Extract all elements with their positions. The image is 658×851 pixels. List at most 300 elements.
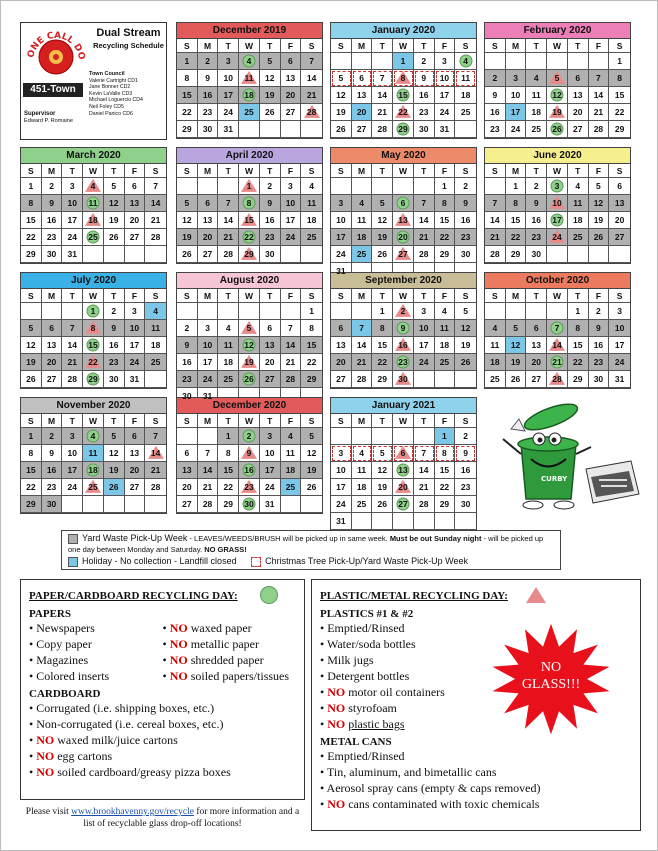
calendar-day bbox=[125, 462, 146, 479]
day-number: 11 bbox=[439, 323, 449, 333]
day-number: 2 bbox=[111, 306, 117, 316]
calendar-day bbox=[281, 195, 302, 212]
day-number: 30 bbox=[182, 391, 192, 401]
day-number: 24 bbox=[129, 357, 140, 367]
day-number: 29 bbox=[88, 374, 98, 384]
calendar-day bbox=[372, 371, 393, 388]
day-number: 27 bbox=[572, 124, 583, 134]
empty-day bbox=[526, 303, 547, 320]
calendar-day bbox=[42, 320, 63, 337]
calendar-day bbox=[372, 87, 393, 104]
calendar-day bbox=[260, 445, 281, 462]
not-accepted-item: • NO styrofoam bbox=[320, 701, 397, 715]
item-text: motor oil containers bbox=[348, 685, 445, 699]
calendar-day bbox=[239, 87, 260, 104]
calendar-day bbox=[42, 195, 63, 212]
calendar-day bbox=[260, 337, 281, 354]
day-number: 15 bbox=[26, 215, 36, 225]
day-number: 1 bbox=[379, 306, 385, 316]
calendar-day bbox=[83, 195, 104, 212]
day-number: 19 bbox=[377, 232, 388, 242]
calendar-day bbox=[414, 229, 435, 246]
calendar-day bbox=[393, 87, 414, 104]
calendar-day bbox=[42, 212, 63, 229]
weekday-header: M bbox=[352, 289, 373, 303]
day-number: 4 bbox=[492, 323, 498, 333]
day-number: 4 bbox=[225, 323, 231, 333]
calendar-day bbox=[83, 462, 104, 479]
calendar-day bbox=[589, 371, 610, 388]
calendar-day bbox=[455, 53, 476, 70]
calendar-day bbox=[331, 229, 352, 246]
day-number: 6 bbox=[132, 431, 137, 441]
calendar-day bbox=[414, 246, 435, 263]
empty-day bbox=[547, 246, 568, 263]
day-number: 24 bbox=[439, 107, 450, 117]
weekday-header: T bbox=[62, 164, 83, 178]
calendar-day bbox=[218, 104, 239, 121]
calendar-day bbox=[506, 104, 527, 121]
calendar-day bbox=[393, 462, 414, 479]
day-number: 2 bbox=[400, 306, 406, 316]
calendar-day bbox=[198, 195, 219, 212]
calendar-day bbox=[260, 246, 281, 263]
calendar-day bbox=[281, 212, 302, 229]
day-number: 6 bbox=[338, 323, 344, 333]
calendar-day bbox=[455, 303, 476, 320]
town-council bbox=[89, 71, 167, 117]
day-number: 2 bbox=[463, 431, 468, 441]
day-number: 16 bbox=[460, 215, 471, 225]
empty-day bbox=[145, 496, 166, 513]
day-number: 8 bbox=[442, 198, 447, 208]
council-member: Jane Bonner CD2 bbox=[89, 84, 131, 91]
weekday-header: W bbox=[83, 289, 104, 303]
calendar-day bbox=[125, 212, 146, 229]
no-label: NO bbox=[169, 637, 188, 652]
calendar-day bbox=[125, 195, 146, 212]
day-number: 21 bbox=[418, 232, 429, 242]
footer-pre: Please visit bbox=[25, 807, 72, 817]
calendar-day bbox=[435, 246, 456, 263]
day-number: 25 bbox=[356, 249, 367, 259]
day-number: 16 bbox=[593, 340, 604, 350]
no-label: NO bbox=[36, 765, 55, 780]
day-number: 22 bbox=[572, 357, 583, 367]
calendar-day bbox=[609, 320, 630, 337]
day-number: 3 bbox=[442, 56, 447, 66]
day-number: 18 bbox=[88, 215, 98, 225]
day-number: 2 bbox=[463, 181, 468, 191]
day-number: 9 bbox=[400, 323, 406, 333]
calendar-day bbox=[526, 229, 547, 246]
empty-day bbox=[125, 246, 146, 263]
calendar-day bbox=[526, 246, 547, 263]
calendar-day bbox=[104, 445, 125, 462]
day-number: 9 bbox=[49, 448, 54, 458]
calendar-day bbox=[331, 70, 352, 87]
day-number: 16 bbox=[531, 215, 542, 225]
weekday-header: T bbox=[372, 414, 393, 428]
month-title: March 2020 bbox=[21, 148, 166, 164]
holiday-label: Holiday - No collection - Landfill closed bbox=[82, 556, 237, 566]
calendar-day bbox=[62, 428, 83, 445]
calendar-day bbox=[218, 462, 239, 479]
calendar-day bbox=[331, 246, 352, 263]
legend-yard-waste bbox=[68, 533, 554, 555]
day-number: 10 bbox=[202, 340, 213, 350]
calendar-day bbox=[331, 496, 352, 513]
empty-day bbox=[352, 428, 373, 445]
calendar-day bbox=[239, 354, 260, 371]
day-number: 30 bbox=[108, 374, 119, 384]
day-number: 17 bbox=[67, 465, 78, 475]
calendar-day bbox=[218, 496, 239, 513]
day-number: 13 bbox=[285, 73, 296, 83]
weekday-header: F bbox=[281, 39, 302, 53]
month-title: June 2020 bbox=[485, 148, 630, 164]
calendar-month bbox=[176, 397, 323, 514]
day-number: 17 bbox=[285, 215, 296, 225]
calendar-day bbox=[352, 121, 373, 138]
calendar-day bbox=[414, 303, 435, 320]
weekday-header: F bbox=[125, 164, 146, 178]
calendar-day bbox=[435, 53, 456, 70]
day-number: 7 bbox=[359, 323, 364, 333]
calendar-day bbox=[414, 320, 435, 337]
day-number: 10 bbox=[223, 73, 234, 83]
calendar-day bbox=[568, 87, 589, 104]
empty-day bbox=[145, 371, 166, 388]
calendar-day bbox=[42, 462, 63, 479]
curby-recycling-bin-mascot bbox=[491, 399, 641, 524]
calendar-day bbox=[568, 178, 589, 195]
weekday-header: S bbox=[21, 414, 42, 428]
council-member: Michael Loguercio CD4 bbox=[89, 97, 143, 104]
calendar-day bbox=[104, 229, 125, 246]
calendar-day bbox=[145, 195, 166, 212]
day-number: 22 bbox=[439, 232, 450, 242]
day-number: 30 bbox=[398, 374, 408, 384]
weekday-header: T bbox=[526, 164, 547, 178]
calendar-day bbox=[372, 479, 393, 496]
day-number: 5 bbox=[111, 181, 117, 191]
item-text: Detergent bottles bbox=[327, 669, 410, 683]
item-text: waxed milk/juice cartons bbox=[57, 733, 178, 748]
empty-day bbox=[393, 178, 414, 195]
day-number: 23 bbox=[593, 357, 604, 367]
calendar-day bbox=[547, 337, 568, 354]
day-number: 28 bbox=[356, 374, 367, 384]
calendar-day bbox=[145, 229, 166, 246]
calendar-day bbox=[372, 70, 393, 87]
calendar-day bbox=[455, 479, 476, 496]
day-number: 7 bbox=[205, 448, 210, 458]
day-number: 25 bbox=[88, 482, 98, 492]
day-number: 9 bbox=[421, 73, 427, 83]
day-number: 2 bbox=[49, 431, 54, 441]
calendar-day bbox=[568, 229, 589, 246]
day-number: 6 bbox=[575, 73, 581, 83]
calendar-day bbox=[145, 445, 166, 462]
weekday-header: S bbox=[331, 414, 352, 428]
calendar-day bbox=[435, 178, 456, 195]
weekday-header: T bbox=[372, 164, 393, 178]
calendar-day bbox=[526, 87, 547, 104]
calendar-day bbox=[281, 87, 302, 104]
calendar-day bbox=[352, 496, 373, 513]
recycle-website-link[interactable]: www.brookhavenny.gov/recycle bbox=[71, 807, 194, 817]
calendar-day bbox=[435, 337, 456, 354]
calendar-day bbox=[83, 229, 104, 246]
empty-day bbox=[609, 246, 630, 263]
day-number: 8 bbox=[379, 323, 385, 333]
day-number: 13 bbox=[129, 198, 140, 208]
day-number: 8 bbox=[246, 198, 252, 208]
day-number: 30 bbox=[460, 499, 471, 509]
xmas-label: Christmas Tree Pick-Up/Yard Waste Pick-Up Week bbox=[265, 556, 468, 566]
calendar-day bbox=[352, 337, 373, 354]
day-number: 21 bbox=[377, 107, 388, 117]
day-number: 17 bbox=[510, 107, 521, 117]
day-number: 13 bbox=[531, 340, 542, 350]
calendar-day bbox=[260, 53, 281, 70]
day-number: 13 bbox=[398, 465, 408, 475]
day-number: 1 bbox=[442, 181, 447, 191]
calendar-day bbox=[62, 371, 83, 388]
day-number: 18 bbox=[572, 215, 583, 225]
day-number: 15 bbox=[223, 465, 234, 475]
day-number: 24 bbox=[202, 374, 213, 384]
calendar-day bbox=[21, 462, 42, 479]
day-number: 8 bbox=[28, 198, 34, 208]
day-number: 12 bbox=[510, 340, 521, 350]
not-accepted-item: • NO waxed paper bbox=[162, 621, 252, 636]
month-title: January 2020 bbox=[331, 23, 476, 39]
day-number: 18 bbox=[223, 357, 234, 367]
calendar-day bbox=[455, 246, 476, 263]
calendar-day bbox=[609, 178, 630, 195]
weekday-header: F bbox=[589, 164, 610, 178]
day-number: 11 bbox=[88, 198, 98, 208]
calendar-day bbox=[547, 371, 568, 388]
accepted-item: • Corrugated (i.e. shipping boxes, etc.) bbox=[29, 701, 215, 716]
day-number: 6 bbox=[533, 323, 539, 333]
empty-day bbox=[589, 246, 610, 263]
day-number: 28 bbox=[490, 249, 500, 259]
day-number: 1 bbox=[442, 431, 447, 441]
calendar-day bbox=[301, 195, 322, 212]
calendar-day bbox=[198, 104, 219, 121]
day-number: 5 bbox=[379, 448, 385, 458]
day-number: 26 bbox=[26, 374, 36, 384]
calendar-day bbox=[331, 212, 352, 229]
empty-day bbox=[414, 428, 435, 445]
calendar-day bbox=[239, 337, 260, 354]
weekday-header: M bbox=[42, 289, 63, 303]
calendar-day bbox=[301, 462, 322, 479]
calendar-month bbox=[330, 397, 477, 531]
calendar-day bbox=[62, 462, 83, 479]
day-number: 15 bbox=[439, 465, 450, 475]
calendar-day bbox=[281, 104, 302, 121]
calendar-day bbox=[239, 212, 260, 229]
day-number: 10 bbox=[264, 448, 275, 458]
month-title: February 2020 bbox=[485, 23, 630, 39]
calendar-day bbox=[609, 121, 630, 138]
calendar-day bbox=[372, 462, 393, 479]
empty-day bbox=[352, 53, 373, 70]
calendar-day bbox=[83, 178, 104, 195]
calendar-day bbox=[260, 195, 281, 212]
day-number: 11 bbox=[285, 448, 295, 458]
empty-day bbox=[281, 496, 302, 513]
calendar-day bbox=[177, 462, 198, 479]
day-number: 31 bbox=[614, 374, 625, 384]
calendar-month bbox=[330, 147, 477, 281]
day-number: 11 bbox=[531, 90, 541, 100]
day-number: 21 bbox=[490, 232, 500, 242]
weekday-header: M bbox=[506, 289, 527, 303]
weekday-header: F bbox=[281, 414, 302, 428]
day-number: 22 bbox=[439, 482, 450, 492]
weekday-header: M bbox=[42, 414, 63, 428]
calendar-day bbox=[104, 212, 125, 229]
day-number: 23 bbox=[182, 374, 192, 384]
day-number: 26 bbox=[182, 249, 192, 259]
day-number: 11 bbox=[357, 465, 367, 475]
empty-day bbox=[331, 428, 352, 445]
empty-day bbox=[42, 303, 63, 320]
day-number: 22 bbox=[398, 107, 408, 117]
calendar-day bbox=[485, 121, 506, 138]
day-number: 8 bbox=[617, 73, 622, 83]
calendar-day bbox=[547, 87, 568, 104]
weekday-header: T bbox=[218, 164, 239, 178]
calendar-day bbox=[260, 87, 281, 104]
empty-day bbox=[526, 53, 547, 70]
day-number: 5 bbox=[596, 181, 601, 191]
day-number: 9 bbox=[463, 198, 468, 208]
day-number: 3 bbox=[132, 306, 137, 316]
item-text: Milk jugs bbox=[327, 653, 374, 667]
calendar-day bbox=[301, 303, 322, 320]
day-number: 26 bbox=[336, 124, 346, 134]
header-box bbox=[20, 22, 167, 140]
calendar-day bbox=[609, 195, 630, 212]
weekday-header: W bbox=[393, 289, 414, 303]
calendar-day bbox=[104, 462, 125, 479]
day-number: 16 bbox=[460, 465, 471, 475]
calendar-day bbox=[177, 70, 198, 87]
day-number: 4 bbox=[288, 431, 293, 441]
day-number: 23 bbox=[418, 107, 429, 117]
day-number: 28 bbox=[418, 249, 429, 259]
empty-day bbox=[331, 178, 352, 195]
no-label: NO bbox=[36, 749, 55, 764]
calendar-day bbox=[218, 337, 239, 354]
calendar-day bbox=[42, 445, 63, 462]
no-glass-line1: NO bbox=[540, 660, 562, 675]
calendar-day bbox=[125, 303, 146, 320]
day-number: 29 bbox=[223, 499, 234, 509]
day-number: 22 bbox=[244, 232, 254, 242]
day-number: 2 bbox=[492, 73, 498, 83]
day-number: 19 bbox=[108, 215, 119, 225]
day-number: 5 bbox=[338, 73, 344, 83]
calendar-day bbox=[331, 354, 352, 371]
calendar-day bbox=[526, 121, 547, 138]
calendar-day bbox=[104, 479, 125, 496]
weekday-header: T bbox=[526, 289, 547, 303]
day-number: 18 bbox=[285, 465, 296, 475]
calendar-day bbox=[218, 371, 239, 388]
calendar-day bbox=[393, 371, 414, 388]
weekday-header: W bbox=[239, 39, 260, 53]
day-number: 9 bbox=[205, 73, 210, 83]
day-number: 22 bbox=[377, 357, 388, 367]
day-number: 3 bbox=[421, 306, 427, 316]
calendar-day bbox=[83, 428, 104, 445]
day-number: 26 bbox=[460, 357, 471, 367]
calendar-day bbox=[455, 87, 476, 104]
day-number: 21 bbox=[223, 232, 234, 242]
empty-day bbox=[352, 303, 373, 320]
day-number: 16 bbox=[398, 340, 408, 350]
calendar-day bbox=[393, 303, 414, 320]
day-number: 24 bbox=[285, 232, 296, 242]
day-number: 7 bbox=[288, 323, 293, 333]
calendar-day bbox=[435, 462, 456, 479]
day-number: 5 bbox=[111, 431, 117, 441]
day-number: 10 bbox=[552, 198, 562, 208]
month-title: October 2020 bbox=[485, 273, 630, 289]
svg-text:CURBY: CURBY bbox=[541, 475, 568, 483]
calendar-day bbox=[547, 320, 568, 337]
weekday-header: F bbox=[589, 39, 610, 53]
calendar-day bbox=[198, 246, 219, 263]
calendar-day bbox=[372, 195, 393, 212]
day-number: 29 bbox=[398, 124, 408, 134]
calendar-day bbox=[331, 87, 352, 104]
empty-day bbox=[125, 496, 146, 513]
day-number: 29 bbox=[244, 249, 254, 259]
not-accepted-item: • NO shredded paper bbox=[162, 653, 264, 668]
day-number: 24 bbox=[418, 357, 429, 367]
weekday-header: S bbox=[455, 39, 476, 53]
calendar-month bbox=[20, 397, 167, 514]
weekday-header: T bbox=[414, 164, 435, 178]
day-number: 7 bbox=[421, 198, 427, 208]
empty-day bbox=[589, 53, 610, 70]
day-number: 25 bbox=[244, 107, 254, 117]
yard-waste-bold2: NO GRASS! bbox=[204, 545, 247, 554]
day-number: 3 bbox=[225, 56, 231, 66]
empty-day bbox=[352, 178, 373, 195]
calendar-day bbox=[21, 320, 42, 337]
weekday-header: S bbox=[331, 289, 352, 303]
day-number: 24 bbox=[336, 249, 346, 259]
calendar-day bbox=[177, 195, 198, 212]
plastics-heading: PLASTICS #1 & #2 bbox=[320, 608, 414, 620]
day-number: 2 bbox=[49, 181, 54, 191]
weekday-header: T bbox=[260, 414, 281, 428]
calendar-day bbox=[218, 428, 239, 445]
day-number: 10 bbox=[614, 323, 625, 333]
weekday-header: M bbox=[198, 164, 219, 178]
day-number: 8 bbox=[28, 448, 34, 458]
weekday-header: F bbox=[125, 289, 146, 303]
